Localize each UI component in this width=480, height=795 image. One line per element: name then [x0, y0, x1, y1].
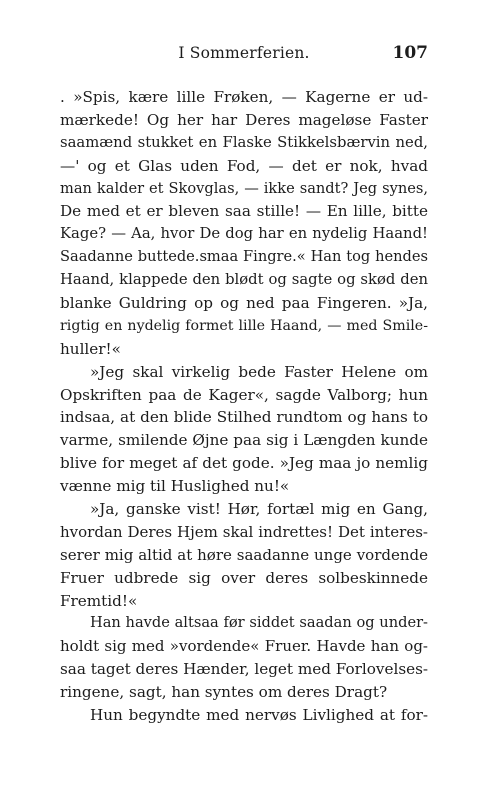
body-text [60, 86, 428, 727]
text-line: indsaa, at den blide Stilhed rundtom og hans to [60, 408, 428, 427]
page-number: 107 [392, 43, 428, 63]
text-line: blive for meget af det gode. »Jeg maa jo nemlig [60, 454, 428, 473]
text-line: . »Spis, kære lille Frøken, — Kagerne er ud- [60, 88, 428, 106]
text-line: varme, smilende Øjne paa sig i Længden kunde [60, 431, 428, 450]
text-line: ringene, sagt, han syntes om deres Dragt? [60, 683, 388, 702]
running-title: I Sommerferien. [178, 44, 310, 62]
text-line: Hun begyndte med nervøs Livlighed at for- [90, 706, 428, 725]
text-line: serer mig altid at høre saadanne unge vordende [60, 545, 428, 564]
text-line: »Ja, ganske vist! Hør, fortæl mig en Gang, [90, 500, 428, 519]
text-line: saamænd stukket en Flaske Stikkelsbærvin ned, [60, 133, 428, 151]
text-line: blanke Guldring op og ned paa Fingeren. »Ja, [60, 294, 428, 313]
text-line: Saadanne buttede.smaa Fingre.« Han tog hendes [60, 248, 428, 266]
text-line: rigtig en nydelig formet lille Haand, — med Smile- [60, 317, 428, 334]
text-line: saa taget deres Hænder, leget med Forlovelses- [60, 660, 429, 679]
text-line: —' og et Glas uden Fod, — det er nok, hvad [60, 156, 428, 175]
text-line: »Jeg skal virkelig bede Faster Helene om [90, 362, 428, 381]
text-line: man kalder et Skovglas, — ikke sandt? Jeg synes, [60, 179, 428, 197]
text-line: De med et er bleven saa stille! — En lille, bitte [60, 202, 428, 221]
text-line: Opskriften paa de Kager«, sagde Valborg; hun [60, 385, 428, 404]
text-line: Han havde altsaa før siddet saadan og under- [90, 614, 428, 632]
text-line: Fruer udbrede sig over deres solbeskinnede [60, 568, 428, 587]
text-line: vænne mig til Huslighed nu!« [60, 477, 290, 496]
text-line: Kage? — Aa, hvor De dog har en nydelig Haand! [60, 225, 428, 243]
text-line: holdt sig med »vordende« Fruer. Havde han og- [60, 637, 428, 656]
text-line: Fremtid!« [60, 591, 138, 610]
text-line: hvordan Deres Hjem skal indrettes! Det interes- [60, 522, 428, 541]
text-line: mærkede! Og her har Deres mageløse Faster [60, 110, 428, 129]
text-line: huller!« [60, 339, 121, 358]
text-line: Haand, klappede den blødt og sagte og skød den [60, 271, 428, 289]
running-head [60, 44, 428, 66]
